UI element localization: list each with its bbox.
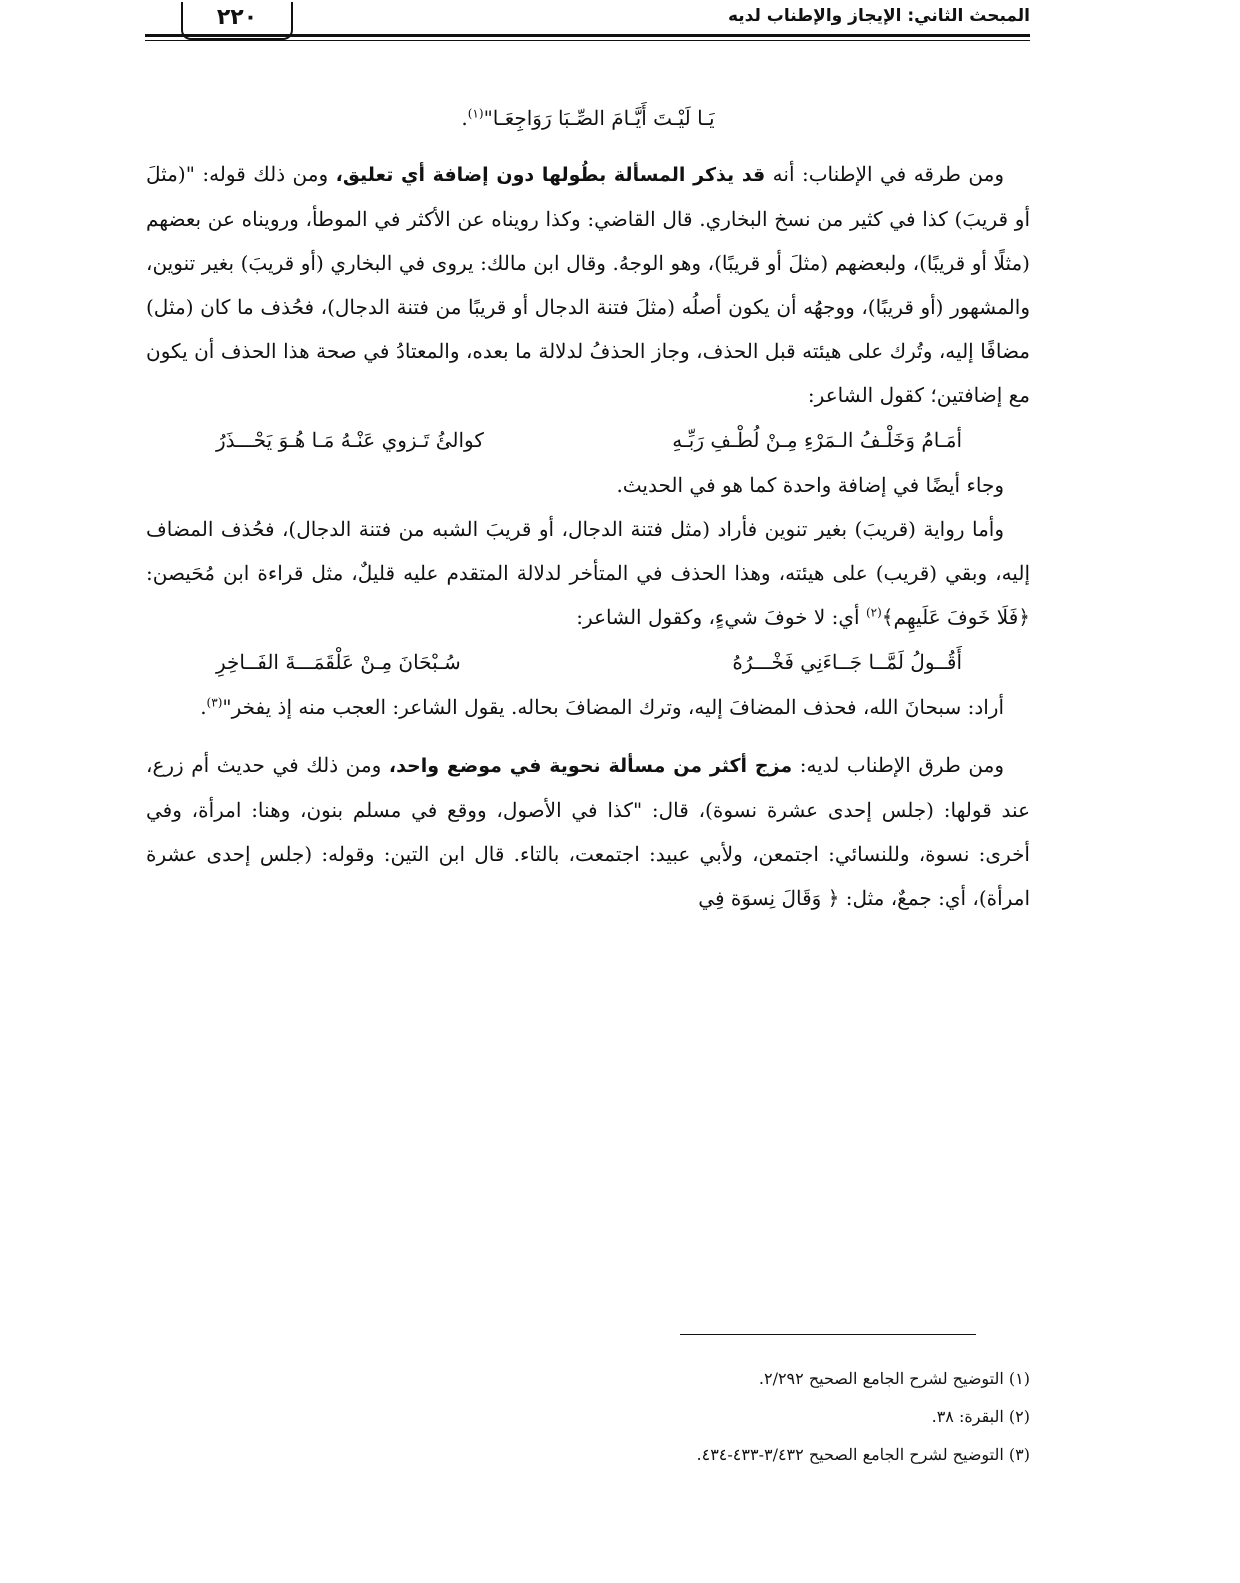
page-number: ٢٢٠ (181, 2, 293, 40)
footnote-ref-1: (١) (467, 106, 484, 121)
footnote-ref-3: (٣) (206, 695, 223, 710)
paragraph-3 (146, 507, 1030, 639)
footnote-3: (٣) التوضيح لشرح الجامع الصحيح ٣/٤٣٢-٤٣٣-٤٣٤. (696, 1445, 1030, 1464)
paragraph-5 (146, 743, 1030, 920)
verse-top: يَـا لَيْـتَ أَيَّـامَ الصِّـبَا رَوَاجِعَـا"$^{(١)}$. (461, 106, 715, 130)
footnote-2: (٢) البقرة: ٣٨. (931, 1407, 1030, 1426)
verse-2 (146, 639, 1030, 685)
p4-end: . (200, 695, 207, 719)
p3-end: أي: لا خوفَ شيءٍ، وكقول الشاعر: (576, 605, 866, 629)
footnote-separator (680, 1334, 976, 1335)
header-rule-thick (145, 34, 1030, 37)
p3-start: وأما رواية (قريبَ) بغير تنوين فأراد (مثل فتنة الدجال، أو قريبَ الشبه من فتنة الدجال)، فحُذف المضاف إليه، وبقي (قريب) على هيئته، وهذا الحذف في المتأخر لدلالة المتقدم عليه قليلٌ، مثل قراءة ابن مُحَيصن: ﴿فَلَا خَوفَ عَلَيهِم﴾ (146, 517, 1030, 629)
verse-1-left: كوالئُ تَـزوي عَنْـهُ مَـا هُـوَ يَحْـــذَرُ (216, 428, 484, 452)
p4-text: أراد: سبحانَ الله، فحذف المضافَ إليه، وترك المضافَ بحاله. يقول الشاعر: العجب منه إذ يفخر" (222, 695, 1004, 719)
footnotes (430, 1360, 1030, 1474)
chapter-title: المبحث الثاني: الإيجاز والإطناب لديه (727, 6, 1030, 26)
paragraph-4 (146, 685, 1030, 729)
p5-start: ومن طرق الإطناب لديه: (792, 753, 1004, 777)
paragraph-2: وجاء أيضًا في إضافة واحدة كما هو في الحديث. (616, 473, 1004, 497)
p1-bold: قد يذكر المسألة بطُولها دون إضافة أي تعليق، (335, 164, 766, 186)
p1-rest: ومن ذلك قوله: "(مثلَ أو قريبَ) كذا في كثير من نسخ البخاري. قال القاضي: وكذا رويناه عن الأكثر في الموطأ، ورويناه عن بعضهم (مثلًا أو قريبًا)، ولبعضهم (مثلَ أو قريبًا)، وهو الوجهُ. وقال ابن مالك: يروى في البخاري (أو قريبَ) بغير تنوين، والمشهور (أو قريبًا)، ووجهُه أن يكون أصلُه (مثلَ فتنة الدجال أو قريبًا من فتنة الدجال)، فحُذف ما كان (مثل) مضافًا إليه، وتُرك على هيئته قبل الحذف، وجاز الحذفُ لدلالة ما بعده، والمعتادُ في صحة هذا الحذف أن يكون مع إضافتين؛ كقول الشاعر: (146, 162, 1030, 407)
verse-2-right: أَقُــولُ لَمَّــا جَــاءَنِي فَخْـــرُهُ (732, 650, 962, 674)
main-text (146, 92, 1030, 920)
verse-1 (146, 417, 1030, 463)
p5-rest: ومن ذلك في حديث أم زرع، عند قولها: (جلس إحدى عشرة نسوة)، قال: "كذا في الأصول، ووقع في مسلم بنون، وهنا: امرأة، وفي أخرى: نسوة، وللنسائي: اجتمعن، ولأبي عبيد: اجتمعت، بالتاء. قال ابن التين: وقوله: (جلس إحدى عشرة امرأة)، أي: جمعٌ، مثل: ﴿ وَقَالَ نِسوَة فِي (146, 753, 1030, 910)
footnote-1: (١) التوضيح لشرح الجامع الصحيح ٢/٢٩٢. (758, 1369, 1030, 1388)
footnote-ref-2: (٢) (865, 605, 882, 620)
header-rule-thin (145, 40, 1030, 41)
verse-top-text: يَـا لَيْـتَ أَيَّـامَ الصِّـبَا رَوَاجِعَـا" (483, 106, 715, 130)
p5-bold: مزج أكثر من مسألة نحوية في موضع واحد، (388, 755, 793, 777)
paragraph-1 (146, 152, 1030, 417)
p1-start: ومن طرقه في الإطناب: أنه (765, 162, 1004, 186)
page-header (145, 0, 1030, 46)
verse-2-left: سُـبْحَانَ مِـنْ عَلْقَمَـــةَ الفَــاخِرِ (216, 650, 461, 674)
verse-1-right: أمَـامُ وَخَلْـفُ الـمَرْءِ مِـنْ لُطْـفِ رَبِّـهِ (672, 428, 962, 452)
